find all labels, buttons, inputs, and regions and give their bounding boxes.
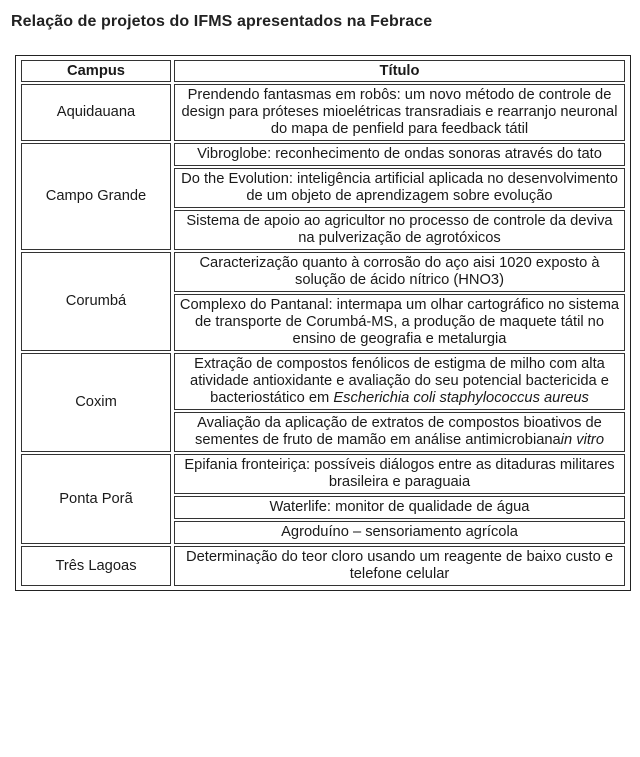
table-body — [21, 84, 625, 586]
project-title-cell — [174, 496, 625, 519]
project-title-text: Prendendo fantasmas em robôs: um novo método de controle de design para próteses mioelétricas transradiais e rearranjo neuronal do mapa de penfield para feedback tátil — [181, 87, 618, 137]
campus-cell: Três Lagoas — [21, 546, 171, 586]
project-title-cell — [174, 168, 625, 208]
project-title-text: Sistema de apoio ao agricultor no processo de controle da deviva na pulverização de agrotóxicos — [186, 213, 613, 246]
project-title-cell — [174, 454, 625, 494]
project-title-cell — [174, 521, 625, 544]
project-title-text: Agroduíno – sensoriamento agrícola — [281, 524, 518, 540]
project-title-text: Avaliação da aplicação de extratos de compostos bioativos de sementes de fruto de mamão em análise antimicrobiana — [194, 415, 602, 448]
project-title-text: Waterlife: monitor de qualidade de água — [269, 499, 530, 515]
scientific-name-text: Escherichia coli staphylococcus aureus — [333, 390, 589, 406]
scientific-name-text: in vitro — [560, 432, 604, 448]
project-title-cell — [174, 252, 625, 292]
project-title-cell — [174, 143, 625, 166]
table-row — [21, 454, 625, 494]
table-row — [21, 84, 625, 141]
table-header-row — [21, 60, 625, 82]
project-title-cell — [174, 353, 625, 410]
project-title-text: Epifania fronteiriça: possíveis diálogos entre as ditaduras militares brasileira e paraguaia — [184, 457, 615, 490]
project-title-text: Vibroglobe: reconhecimento de ondas sonoras através do tato — [197, 146, 602, 162]
project-title-text: Do the Evolution: inteligência artificial aplicada no desenvolvimento de um objeto de aprendizagem sobre evolução — [181, 171, 618, 204]
project-title-text: Extração de compostos fenólicos de estigma de milho com alta atividade antioxidante e avaliação do seu potencial bactericida e bacteriostático em — [190, 356, 609, 406]
table-row — [21, 353, 625, 410]
table-row — [21, 143, 625, 166]
projects-table — [18, 58, 628, 588]
project-title-cell — [174, 546, 625, 586]
page-title: Relação de projetos do IFMS apresentados na Febrace — [11, 13, 433, 30]
project-title-text: Determinação do teor cloro usando um reagente de baixo custo e telefone celular — [185, 549, 613, 582]
header-campus: Campus — [21, 60, 171, 82]
campus-cell: Ponta Porã — [21, 454, 171, 544]
campus-cell: Corumbá — [21, 252, 171, 351]
header-titulo: Título — [174, 60, 625, 82]
project-title-text: Complexo do Pantanal: intermapa um olhar cartográfico no sistema de transporte de Corumbá-MS, a produção de maquete tátil no ensino de geografia e metalurgia — [179, 297, 620, 347]
table-row — [21, 252, 625, 292]
projects-table-frame — [15, 55, 631, 591]
campus-cell: Coxim — [21, 353, 171, 452]
project-title-text: Caracterização quanto à corrosão do aço aisi 1020 exposto à solução de ácido nítrico (HNO3) — [199, 255, 600, 288]
campus-cell: Campo Grande — [21, 143, 171, 250]
campus-cell: Aquidauana — [21, 84, 171, 141]
project-title-cell — [174, 412, 625, 452]
table-row — [21, 546, 625, 586]
project-title-cell — [174, 210, 625, 250]
project-title-cell — [174, 294, 625, 351]
project-title-cell — [174, 84, 625, 141]
